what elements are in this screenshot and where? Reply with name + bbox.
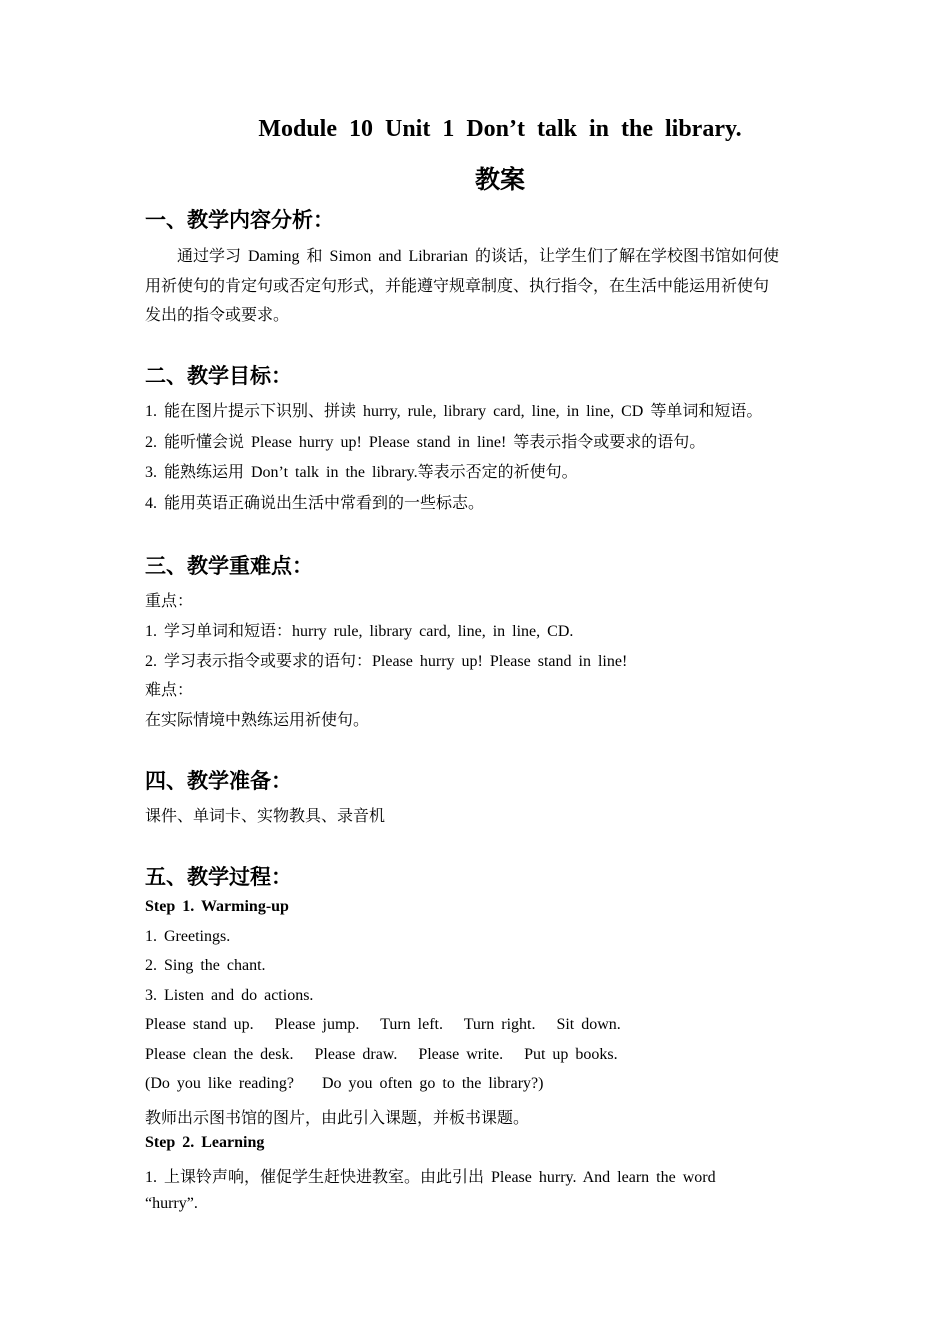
label-difficulties: 难点： xyxy=(145,682,194,699)
paragraph-line: 用祈使句的肯定句或否定句形式，并能遵守规章制度、执行指令，在生活中能运用祈使句 xyxy=(145,278,770,295)
section-heading-objectives: 二、教学目标： xyxy=(145,364,292,388)
list-item: 3. Listen and do actions. xyxy=(145,987,314,1004)
step-heading: Step 1. Warming-up xyxy=(145,898,289,915)
section-heading-procedure: 五、教学过程： xyxy=(145,865,292,889)
section-heading-content-analysis: 一、教学内容分析： xyxy=(145,208,334,232)
list-item: 4. 能用英语正确说出生活中常看到的一些标志。 xyxy=(145,495,485,512)
section-heading-key-points: 三、教学重难点： xyxy=(145,554,313,578)
list-item: 2. 学习表示指令或要求的语句：Please hurry up! Please stand in line! xyxy=(145,653,628,670)
document-subtitle: 教案 xyxy=(474,167,525,194)
paragraph-line: 课件、单词卡、实物教具、录音机 xyxy=(145,808,386,825)
paragraph-line: 通过学习 Daming 和 Simon and Librarian 的谈话，让学生们了解在学校图书馆如何使 xyxy=(177,248,779,265)
paragraph-line: 在实际情境中熟练运用祈使句。 xyxy=(145,712,370,729)
paragraph-line: Please clean the desk. Please draw. Please write. Put up books. xyxy=(145,1046,618,1063)
paragraph-line: 教师出示图书馆的图片，由此引入课题，并板书课题。 xyxy=(145,1110,530,1127)
list-item: 2. 能听懂会说 Please hurry up! Please stand in line! 等表示指令或要求的语句。 xyxy=(145,434,706,451)
label-key-points: 重点： xyxy=(145,593,194,610)
list-item: 3. 能熟练运用 Don’t talk in the library.等表示否定的祈使句。 xyxy=(145,464,578,481)
paragraph-line: 发出的指令或要求。 xyxy=(145,307,290,324)
paragraph-line: (Do you like reading? Do you often go to the library?) xyxy=(145,1075,544,1092)
step-heading: Step 2. Learning xyxy=(145,1134,265,1151)
paragraph-line: Please stand up. Please jump. Turn left. Turn right. Sit down. xyxy=(145,1016,621,1033)
list-item: 1. 学习单词和短语：hurry rule, library card, line, in line, CD. xyxy=(145,623,574,640)
section-heading-preparation: 四、教学准备： xyxy=(145,769,292,793)
list-item: 1. Greetings. xyxy=(145,928,231,945)
document-title: Module 10 Unit 1 Don’t talk in the library. xyxy=(258,116,742,142)
list-item: 2. Sing the chant. xyxy=(145,957,266,974)
list-item: 1. 上课铃声响，催促学生赶快进教室。由此引出 Please hurry. And learn the word xyxy=(145,1169,716,1186)
paragraph-line: “hurry”. xyxy=(145,1195,198,1212)
list-item: 1. 能在图片提示下识别、拼读 hurry, rule, library card, line, in line, CD 等单词和短语。 xyxy=(145,403,763,420)
